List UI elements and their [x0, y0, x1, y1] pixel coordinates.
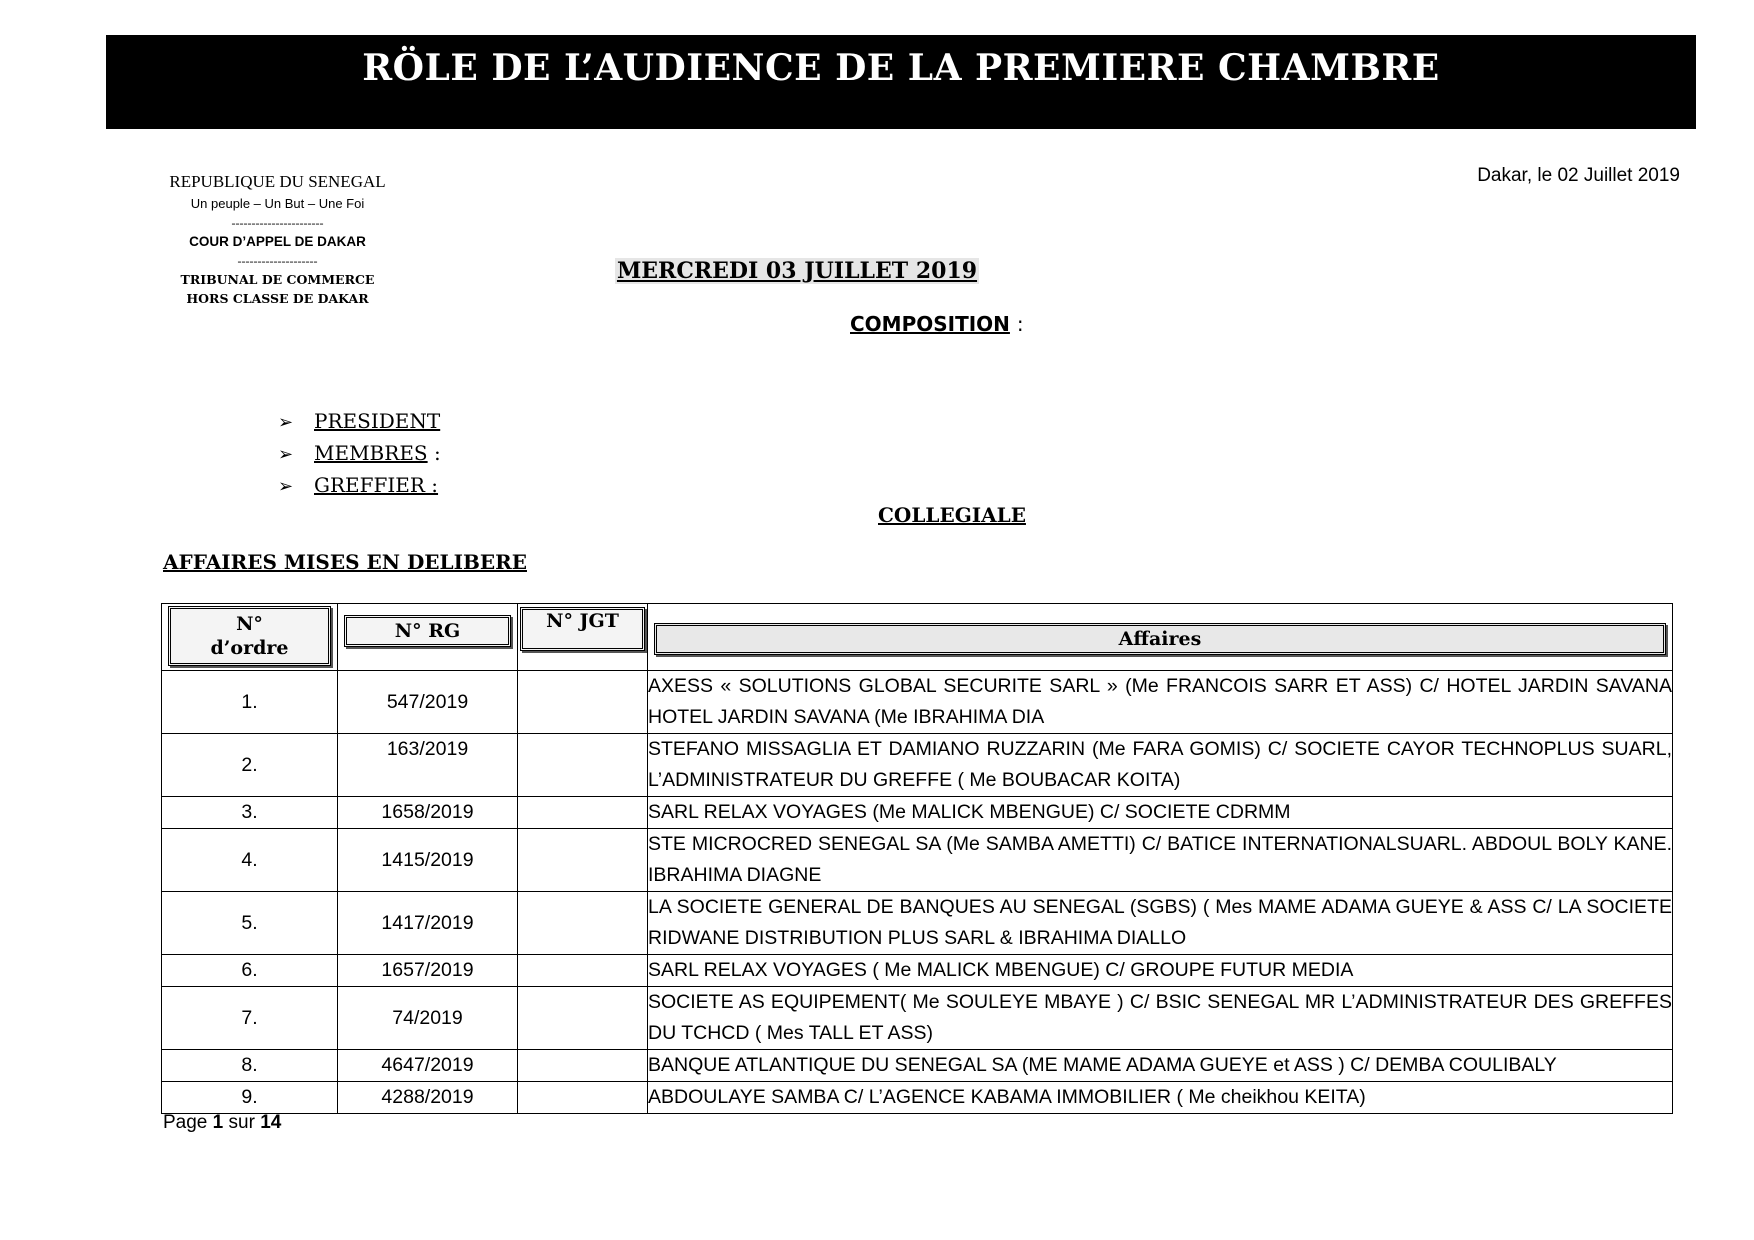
- row-jgt: [518, 671, 648, 734]
- role-item-president: [278, 405, 441, 437]
- arrow-bullet-icon: ➢: [278, 412, 294, 433]
- cases-table: [161, 603, 1673, 1114]
- title-banner: [106, 35, 1696, 129]
- page-middle: sur: [223, 1112, 261, 1133]
- row-number: 9.: [162, 1082, 338, 1114]
- row-number: 1.: [162, 671, 338, 734]
- composition-roles: [278, 405, 441, 501]
- table-header-row: [162, 604, 1673, 671]
- row-affaire: SARL RELAX VOYAGES (Me MALICK MBENGUE) C/ SOCIETE CDRMM: [648, 797, 1673, 829]
- row-number: 4.: [162, 829, 338, 892]
- row-number: 2.: [162, 734, 338, 797]
- composition-label: COMPOSITION: [850, 312, 1010, 336]
- row-jgt: [518, 892, 648, 955]
- role-label: PRESIDENT: [314, 409, 441, 433]
- row-affaire: BANQUE ATLANTIQUE DU SENEGAL SA (ME MAME ADAMA GUEYE et ASS ) C/ DEMBA COULIBALY: [648, 1050, 1673, 1082]
- tribunal-name-line1: TRIBUNAL DE COMMERCE: [180, 272, 375, 287]
- row-affaire: STE MICROCRED SENEGAL SA (Me SAMBA AMETTI) C/ BATICE INTERNATIONALSUARL. ABDOUL BOLY KANE. IBRAHIMA DIAGNE: [648, 829, 1673, 892]
- header-ordre-line1: N°: [236, 613, 263, 635]
- hearing-day-row: [0, 258, 1754, 284]
- tribunal-name-line2: HORS CLASSE DE DAKAR: [186, 291, 369, 306]
- row-affaire: ABDOULAYE SAMBA C/ L’AGENCE KABAMA IMMOBILIER ( Me cheikhou KEITA): [648, 1082, 1673, 1114]
- row-jgt: [518, 1082, 648, 1114]
- arrow-bullet-icon: ➢: [278, 476, 294, 497]
- table-row: [162, 892, 1673, 955]
- page-prefix: Page: [163, 1112, 213, 1133]
- table-row: [162, 734, 1673, 797]
- table-row: [162, 671, 1673, 734]
- row-affaire: SOCIETE AS EQUIPEMENT( Me SOULEYE MBAYE ) C/ BSIC SENEGAL MR L’ADMINISTRATEUR DES GREFFES DU TCHCD ( Mes TALL ET ASS): [648, 987, 1673, 1050]
- table-row: [162, 1050, 1673, 1082]
- role-suffix: :: [427, 441, 441, 465]
- court-letterhead: [140, 170, 415, 308]
- row-number: 3.: [162, 797, 338, 829]
- role-label: GREFFIER :: [314, 473, 439, 497]
- row-number: 6.: [162, 955, 338, 987]
- row-rg: 163/2019: [338, 734, 518, 797]
- role-label: MEMBRES: [314, 441, 428, 465]
- composition-colon: :: [1016, 312, 1024, 336]
- role-item-membres: [278, 437, 441, 469]
- row-jgt: [518, 734, 648, 797]
- page-counter: [163, 1112, 281, 1134]
- row-number: 8.: [162, 1050, 338, 1082]
- row-jgt: [518, 797, 648, 829]
- row-rg: 1417/2019: [338, 892, 518, 955]
- row-affaire: SARL RELAX VOYAGES ( Me MALICK MBENGUE) C/ GROUPE FUTUR MEDIA: [648, 955, 1673, 987]
- row-affaire: AXESS « SOLUTIONS GLOBAL SECURITE SARL » (Me FRANCOIS SARR ET ASS) C/ HOTEL JARDIN SAVANA HOTEL JARDIN SAVANA (Me IBRAHIMA DIA: [648, 671, 1673, 734]
- national-motto: Un peuple – Un But – Une Foi: [190, 196, 365, 211]
- country-name: REPUBLIQUE DU SENEGAL: [169, 172, 386, 191]
- letterhead-separator: -----------------------: [231, 216, 324, 230]
- formation-heading: COLLEGIALE: [878, 503, 1026, 527]
- row-rg: 1658/2019: [338, 797, 518, 829]
- table-row: [162, 829, 1673, 892]
- row-jgt: [518, 955, 648, 987]
- table-row: [162, 955, 1673, 987]
- table-row: [162, 797, 1673, 829]
- page-total: 14: [260, 1112, 282, 1133]
- row-number: 7.: [162, 987, 338, 1050]
- table-row: [162, 1082, 1673, 1114]
- role-item-greffier: [278, 469, 441, 501]
- row-affaire: LA SOCIETE GENERAL DE BANQUES AU SENEGAL (SGBS) ( Mes MAME ADAMA GUEYE & ASS C/ LA SOCIETE RIDWANE DISTRIBUTION PLUS SARL & IBRAHIMA DIALLO: [648, 892, 1673, 955]
- row-rg: 1657/2019: [338, 955, 518, 987]
- header-affaires: Affaires: [648, 604, 1673, 671]
- page-title: RÖLE DE L’AUDIENCE DE LA PREMIERE CHAMBRE: [362, 47, 1440, 89]
- arrow-bullet-icon: ➢: [278, 444, 294, 465]
- header-rg: N° RG: [338, 604, 518, 671]
- row-rg: 1415/2019: [338, 829, 518, 892]
- row-number: 5.: [162, 892, 338, 955]
- hearing-day: MERCREDI 03 JUILLET 2019: [616, 258, 978, 284]
- row-jgt: [518, 1050, 648, 1082]
- court-name: COUR D’APPEL DE DAKAR: [189, 234, 366, 249]
- row-jgt: [518, 987, 648, 1050]
- row-jgt: [518, 829, 648, 892]
- header-jgt: N° JGT: [518, 604, 648, 671]
- row-rg: 4647/2019: [338, 1050, 518, 1082]
- row-rg: 74/2019: [338, 987, 518, 1050]
- row-rg: 4288/2019: [338, 1082, 518, 1114]
- letterhead-separator: --------------------: [237, 254, 318, 268]
- row-rg: 547/2019: [338, 671, 518, 734]
- header-ordre-line2: d’ordre: [210, 637, 289, 659]
- section-title: AFFAIRES MISES EN DELIBERE: [163, 550, 527, 574]
- composition-heading: [850, 312, 1024, 336]
- document-date: Dakar, le 02 Juillet 2019: [1477, 165, 1680, 186]
- header-ordre: [162, 604, 338, 671]
- row-affaire: STEFANO MISSAGLIA ET DAMIANO RUZZARIN (Me FARA GOMIS) C/ SOCIETE CAYOR TECHNOPLUS SUARL, L’ADMINISTRATEUR DU GREFFE ( Me BOUBACAR KOITA): [648, 734, 1673, 797]
- table-row: [162, 987, 1673, 1050]
- page-current: 1: [212, 1112, 224, 1133]
